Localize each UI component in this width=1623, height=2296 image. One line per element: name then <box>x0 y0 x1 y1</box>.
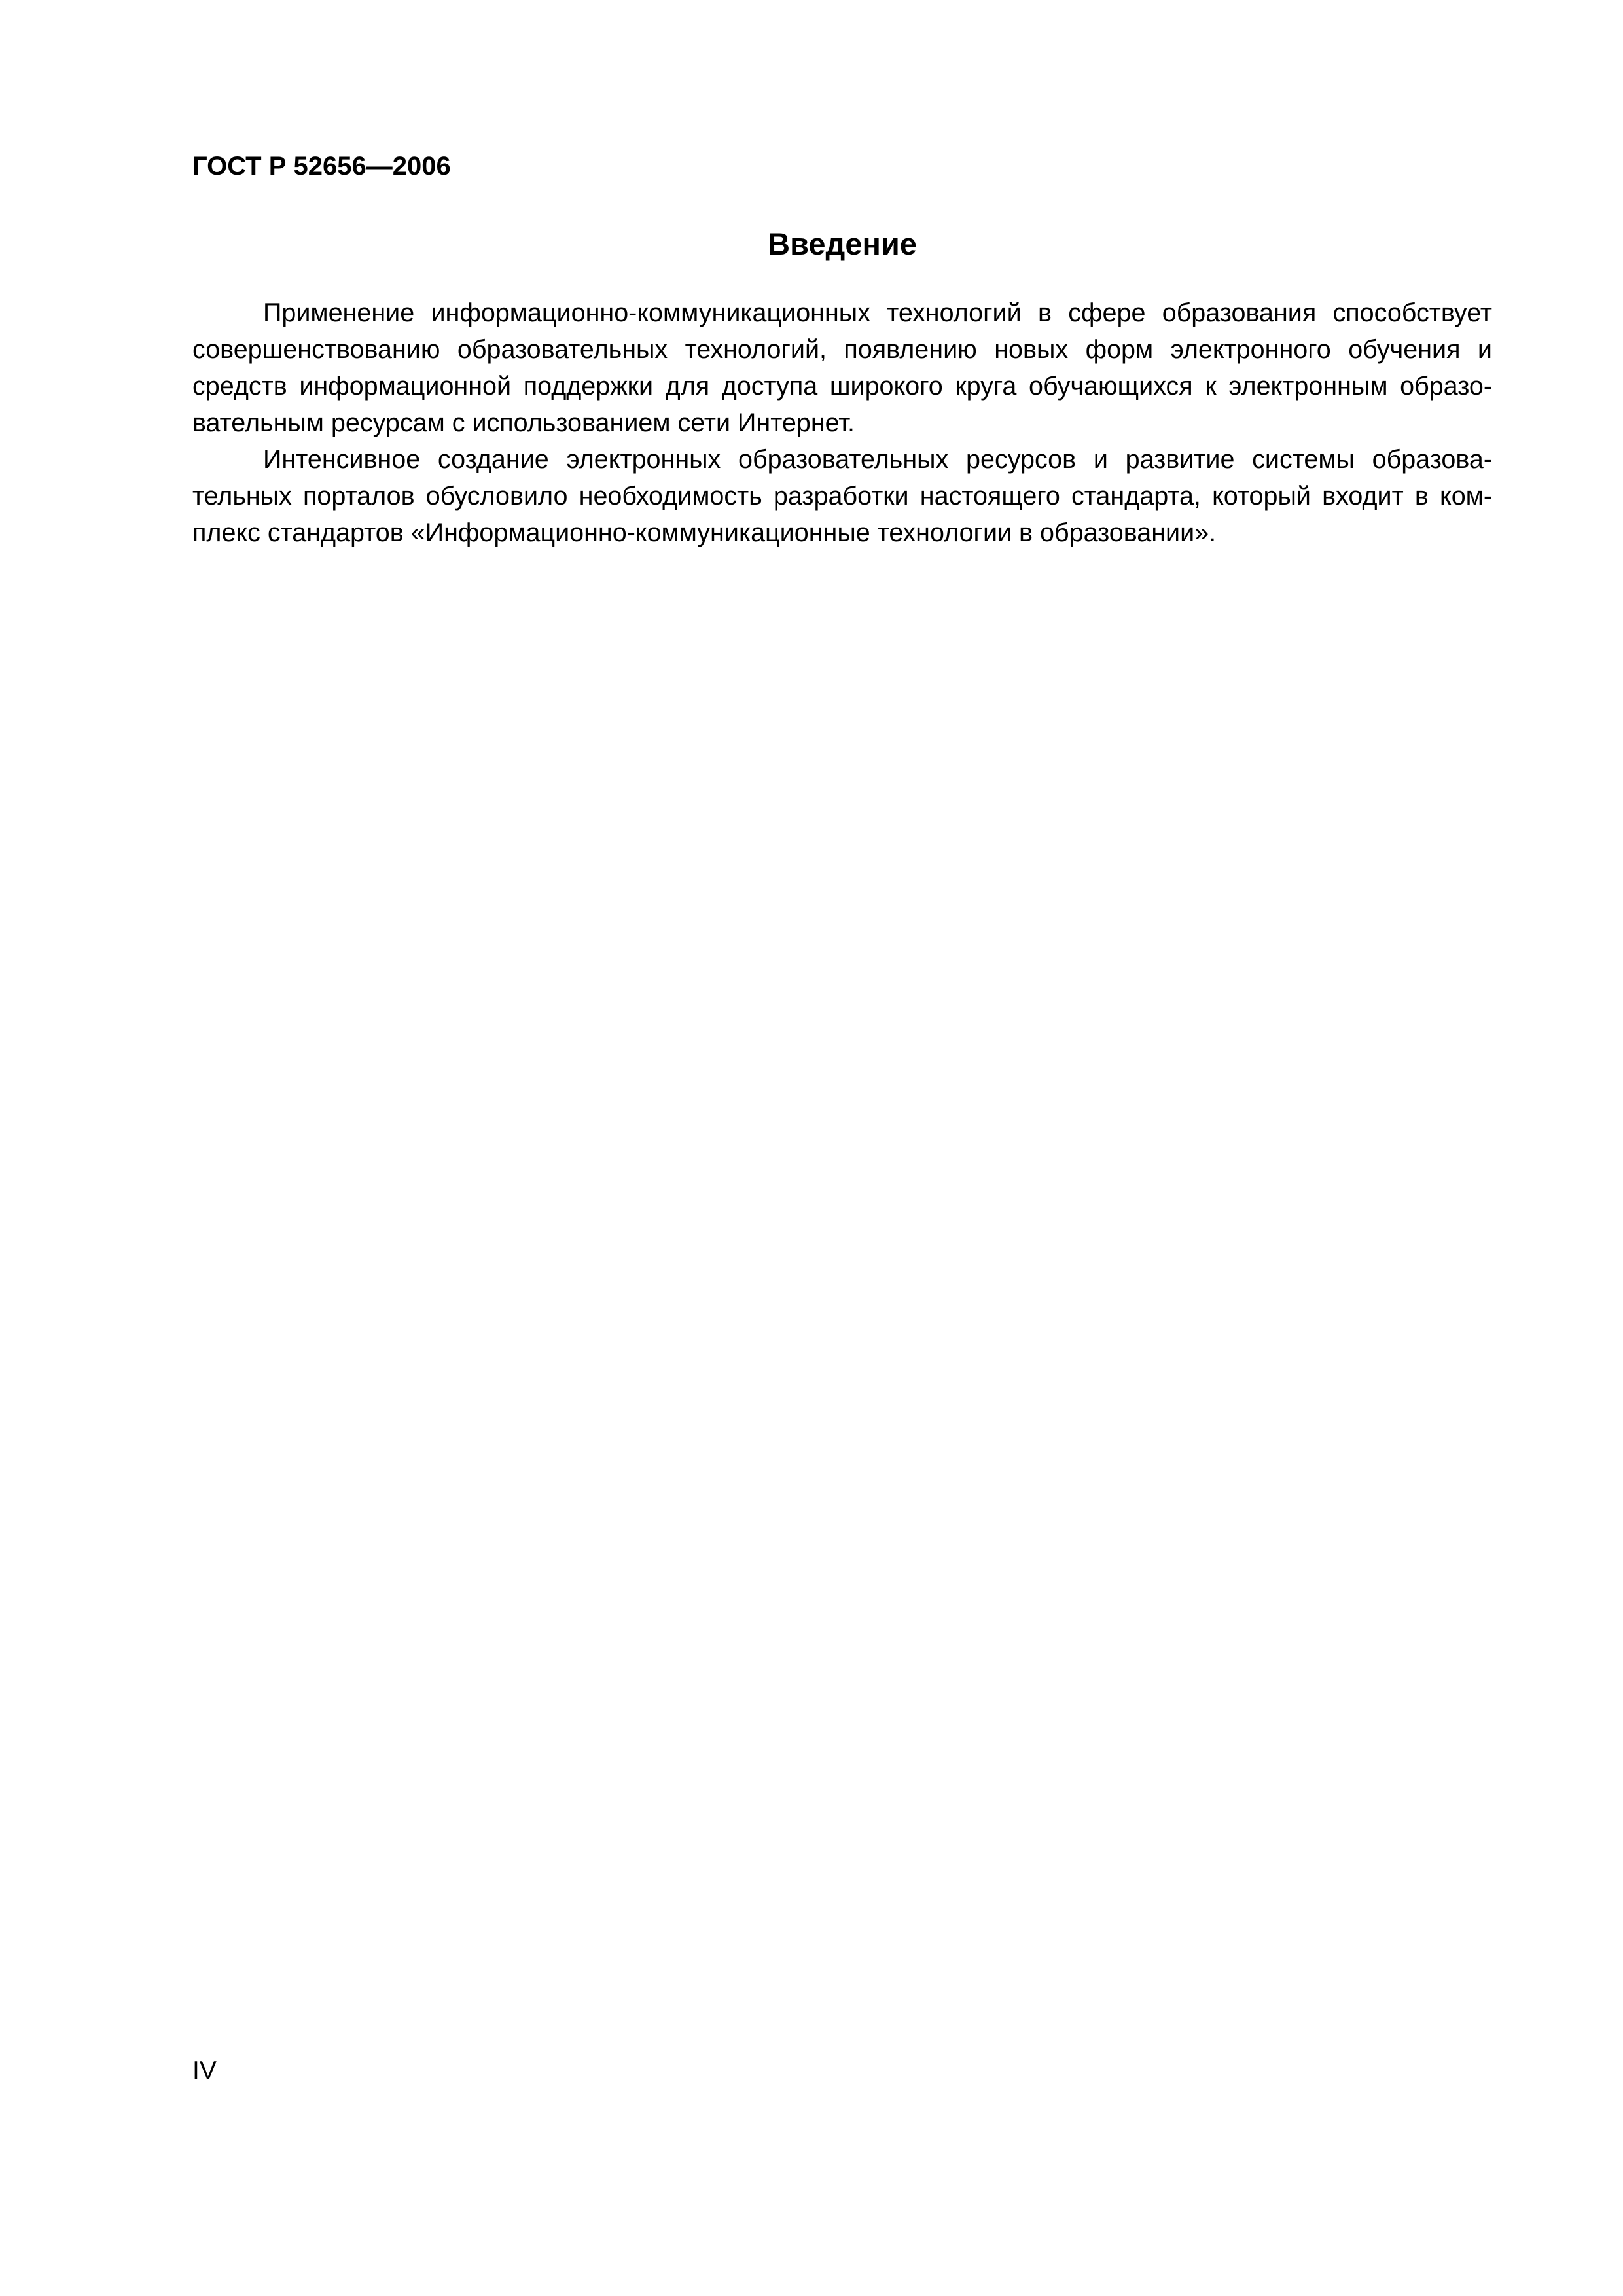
paragraph: Применение информационно-коммуникационных технологий в сфере образования способствует совершенствованию образовательных технологий, появлению новых форм электронного обучения и средств информационной поддержки для доступа широкого круга обучающихся к электронным образовательным ресурсам с использованием сети Интернет. <box>192 298 1492 437</box>
section-title: Введение <box>768 226 917 261</box>
page-number: IV <box>192 2056 217 2085</box>
paragraph: Интенсивное создание электронных образовательных ресурсов и развитие системы образовательных порталов обусловило необходимость разработки настоящего стандарта, который входит в комплекс стандартов «Информационно-коммуникационные технологии в образовании». <box>192 445 1492 547</box>
body-text <box>192 295 1492 551</box>
document-id-header: ГОСТ Р 52656—2006 <box>192 152 451 181</box>
